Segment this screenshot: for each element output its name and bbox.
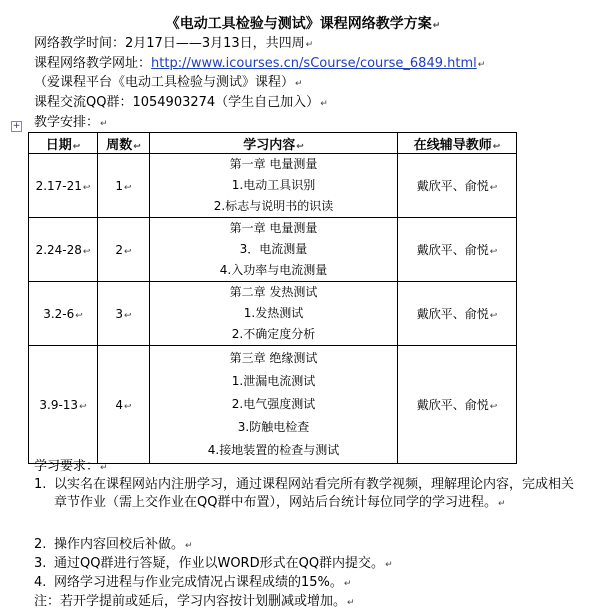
paragraph-mark: ↵ [320, 99, 328, 109]
paragraph-mark: ↵ [477, 60, 486, 70]
document-title: 《电动工具检验与测试》课程网络教学方案↵ [165, 16, 441, 32]
requirement-item-3: 3. 通过QQ群进行答疑，作业以WORD形式在QQ群内提交。↵ [34, 556, 393, 571]
cell-week: 1↩ [98, 154, 150, 218]
topic-line: 4.入功率与电流测量 [219, 263, 328, 277]
header-week: 周数↩ [98, 133, 150, 154]
requirement-item-1: 1. 以实名在课程网站内注册学习，通过课程网站看完所有教学视频，理解理论内容，完成相关章节作业（需上交作业在QQ群中布置），网站后台统计每位同学的学习进程。↵ [34, 477, 575, 510]
cell-date: 3.2-6↩ [29, 282, 98, 346]
topic-line: 1.发热测试 [243, 306, 304, 320]
requirement-item-2: 2. 操作内容回校后补做。↵ [34, 537, 193, 552]
requirement-item-4: 4. 网络学习进程与作业完成情况占课程成绩的15%。↵ [34, 575, 352, 590]
cell-topics [150, 154, 398, 218]
header-date: 日期↩ [29, 133, 98, 154]
teaching-time-line: 网络教学时间：2月17日——3月13日，共四周↵ [34, 36, 314, 51]
topic-line: 2.电气强度测试 [231, 397, 316, 411]
course-url-line: 课程网络教学网址：http://www.icourses.cn/sCourse/course_6849.html↵ [34, 56, 486, 71]
cell-week: 3↩ [98, 282, 150, 346]
topic-line: 第一章 电量测量 [229, 157, 318, 171]
table-header-row [29, 133, 517, 154]
topic-line: 1.电动工具识别 [231, 178, 316, 192]
cell-week: 4↩ [98, 346, 150, 464]
header-teacher: 在线辅导教师↩ [398, 133, 517, 154]
paragraph-mark: ↵ [305, 40, 314, 50]
table-move-handle-icon[interactable]: + [12, 121, 21, 131]
requirements-note: 注：若开学提前或延后，学习内容按计划删减或增加。↵ [34, 594, 355, 609]
cell-topics [150, 346, 398, 464]
topic-line: 2.不确定度分析 [231, 327, 316, 341]
cell-topics [150, 282, 398, 346]
topic-line: 4.接地装置的检查与测试 [207, 443, 340, 457]
schedule-table [28, 132, 517, 464]
table-row [29, 346, 517, 464]
schedule-label-line: 教学安排：↵ [34, 115, 108, 130]
requirements-label: 学习要求：↵ [34, 459, 108, 474]
topic-line: 第一章 电量测量 [229, 221, 318, 235]
table-row [29, 282, 517, 346]
topic-line: 3．电流测量 [239, 242, 308, 256]
cell-teacher: 戴欣平、俞悦↩ [398, 154, 517, 218]
topic-line: 1.泄漏电流测试 [231, 374, 316, 388]
course-url-link[interactable]: http://www.icourses.cn/sCourse/course_6849.html [151, 56, 477, 71]
cell-teacher: 戴欣平、俞悦↩ [398, 218, 517, 282]
table-row [29, 218, 517, 282]
cell-week: 2↩ [98, 218, 150, 282]
cell-date: 2.17-21↩ [29, 154, 98, 218]
header-content: 学习内容↩ [150, 133, 398, 154]
qq-group-line: 课程交流QQ群：1054903274（学生自己加入）↵ [34, 95, 328, 110]
platform-note-line: （爱课程平台《电动工具检验与测试》课程）↵ [34, 75, 303, 90]
topic-line: 2.标志与说明书的识读 [213, 199, 334, 213]
cell-date: 3.9-13↩ [29, 346, 98, 464]
cell-topics [150, 218, 398, 282]
paragraph-mark: ↵ [432, 21, 441, 31]
paragraph-mark: ↵ [295, 79, 303, 89]
cell-teacher: 戴欣平、俞悦↩ [398, 282, 517, 346]
topic-line: 第三章 绝缘测试 [229, 351, 318, 365]
table-row [29, 154, 517, 218]
topic-line: 3.防触电检查 [237, 420, 310, 434]
topic-line: 第二章 发热测试 [229, 285, 318, 299]
cell-date: 2.24-28↩ [29, 218, 98, 282]
paragraph-mark: ↵ [100, 119, 108, 129]
cell-teacher: 戴欣平、俞悦↩ [398, 346, 517, 464]
